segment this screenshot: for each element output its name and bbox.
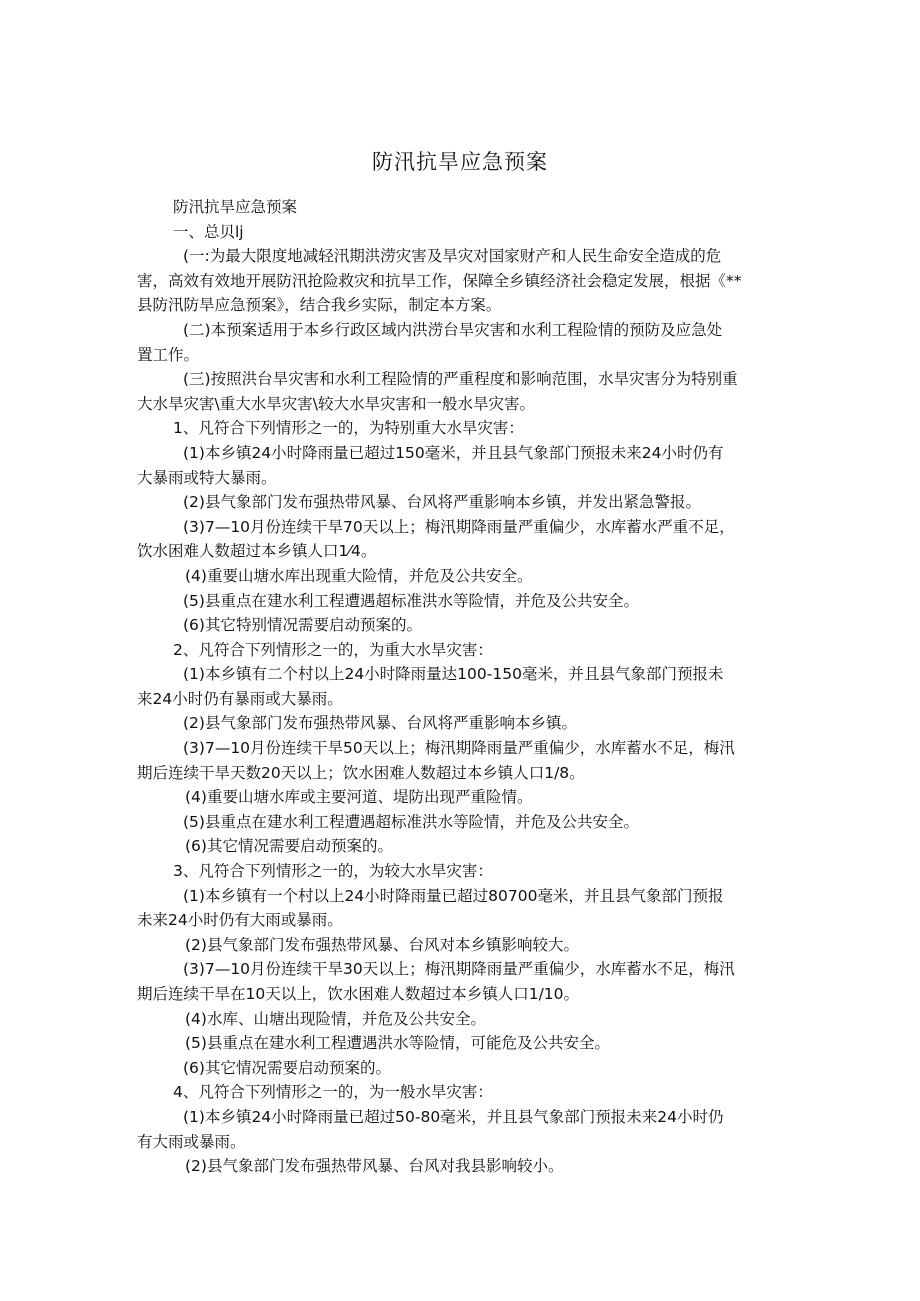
paragraph-line: 大暴雨或特大暴雨。 [137, 468, 277, 487]
paragraph-line: (5)县重点在建水利工程遭遇超标准洪水等险情，并危及公共安全。 [183, 591, 639, 610]
paragraph-line: (4)重要山塘水库出现重大险情，并危及公共安全。 [185, 566, 533, 585]
paragraph-line: (2)县气象部门发布强热带风暴、台风将严重影响本乡镇。 [183, 714, 577, 733]
paragraph-line: 期后连续干旱天数20天以上；饮水困难人数超过本乡镇人口1/8。 [137, 763, 585, 782]
paragraph-line: (5)县重点在建水利工程遭遇超标准洪水等险情，并危及公共安全。 [183, 812, 639, 831]
paragraph-line: (1)本乡镇24小时降雨量已超过150毫米，并且县气象部门预报未来24小时仍有 [183, 443, 724, 462]
paragraph-line: 置工作。 [137, 345, 200, 364]
paragraph-line: (4)重要山塘水库或主要河道、堤防出现严重险情。 [185, 788, 533, 807]
paragraph-line: (1)本乡镇有一个村以上24小时降雨量已超过80700毫米，并且县气象部门预报 [183, 886, 724, 905]
paragraph-line: 害，高效有效地开展防汛抢险救灾和抗旱工作，保障全乡镇经济社会稳定发展，根据《** [137, 271, 742, 290]
paragraph-line: 大水旱灾害\重大水旱灾害\较大水旱灾害和一般水旱灾害。 [137, 394, 535, 413]
section-heading-general: 一、总贝lj [173, 222, 244, 241]
paragraph-line: (1)本乡镇24小时降雨量已超过50-80毫米，并且县气象部门预报未来24小时仍 [183, 1107, 724, 1126]
paragraph-line: 未来24小时仍有大雨或暴雨。 [137, 911, 343, 930]
paragraph-line: (6)其它情况需要启动预案的。 [183, 1058, 391, 1077]
paragraph-line: (2)县气象部门发布强热带风暴、台风将严重影响本乡镇，并发出紧急警报。 [183, 493, 701, 512]
document-body [137, 195, 797, 1179]
body-heading: 防汛抗旱应急预案 [173, 198, 298, 216]
paragraph-line: 饮水困难人数超过本乡镇人口1⁄4。 [137, 542, 377, 561]
paragraph-line: (3)7—10月份连续干旱30天以上；梅汛期降雨量严重偏少，水库蓄水不足，梅汛 [183, 960, 735, 979]
paragraph-line: (一:为最大限度地减轻汛期洪涝灾害及旱灾对国家财产和人民生命安全造成的危 [183, 247, 722, 266]
paragraph-line: (1)本乡镇有二个村以上24小时降雨量达100-150毫米，并且县气象部门预报未 [183, 665, 724, 684]
paragraph-line: 来24小时仍有暴雨或大暴雨。 [137, 689, 343, 708]
paragraph-line: (二)本预案适用于本乡行政区域内洪涝台旱灾害和水利工程险情的预防及应急处 [183, 320, 723, 339]
paragraph-line: (2)县气象部门发布强热带风暴、台风对本乡镇影响较大。 [185, 935, 579, 954]
paragraph-line: 县防汛防旱应急预案》，结合我乡实际，制定本方案。 [137, 296, 502, 315]
paragraph-line: 期后连续干旱在10天以上，饮水困难人数超过本乡镇人口1/10。 [137, 985, 580, 1003]
category-heading: 4、凡符合下列情形之一的，为一般水旱灾害： [173, 1083, 493, 1102]
category-heading: 2、凡符合下列情形之一的，为重大水旱灾害： [173, 640, 493, 659]
category-heading: 3、凡符合下列情形之一的，为较大水旱灾害： [173, 862, 493, 881]
paragraph-line: (5)县重点在建水利工程遭遇洪水等险情，可能危及公共安全。 [185, 1034, 610, 1053]
paragraph-line: (6)其它特别情况需要启动预案的。 [183, 616, 422, 635]
paragraph-line: (4)水库、山塘出现险情，并危及公共安全。 [185, 1009, 486, 1028]
paragraph-line: (3)7—10月份连续干旱70天以上；梅汛期降雨量严重偏少，水库蓄水严重不足， [183, 517, 735, 536]
paragraph-line: (6)其它情况需要启动预案的。 [185, 837, 393, 856]
category-heading: 1、凡符合下列情形之一的，为特别重大水旱灾害： [173, 419, 524, 438]
paragraph-line: (三)按照洪台旱灾害和水利工程险情的严重程度和影响范围，水旱灾害分为特别重 [183, 370, 738, 389]
paragraph-line: (2)县气象部门发布强热带风暴、台风对我县影响较小。 [185, 1157, 564, 1176]
paragraph-line: (3)7—10月份连续干旱50天以上；梅汛期降雨量严重偏少，水库蓄水不足，梅汛 [183, 739, 735, 758]
paragraph-line: 有大雨或暴雨。 [137, 1132, 246, 1151]
document-title: 防汛抗旱应急预案 [372, 150, 548, 174]
